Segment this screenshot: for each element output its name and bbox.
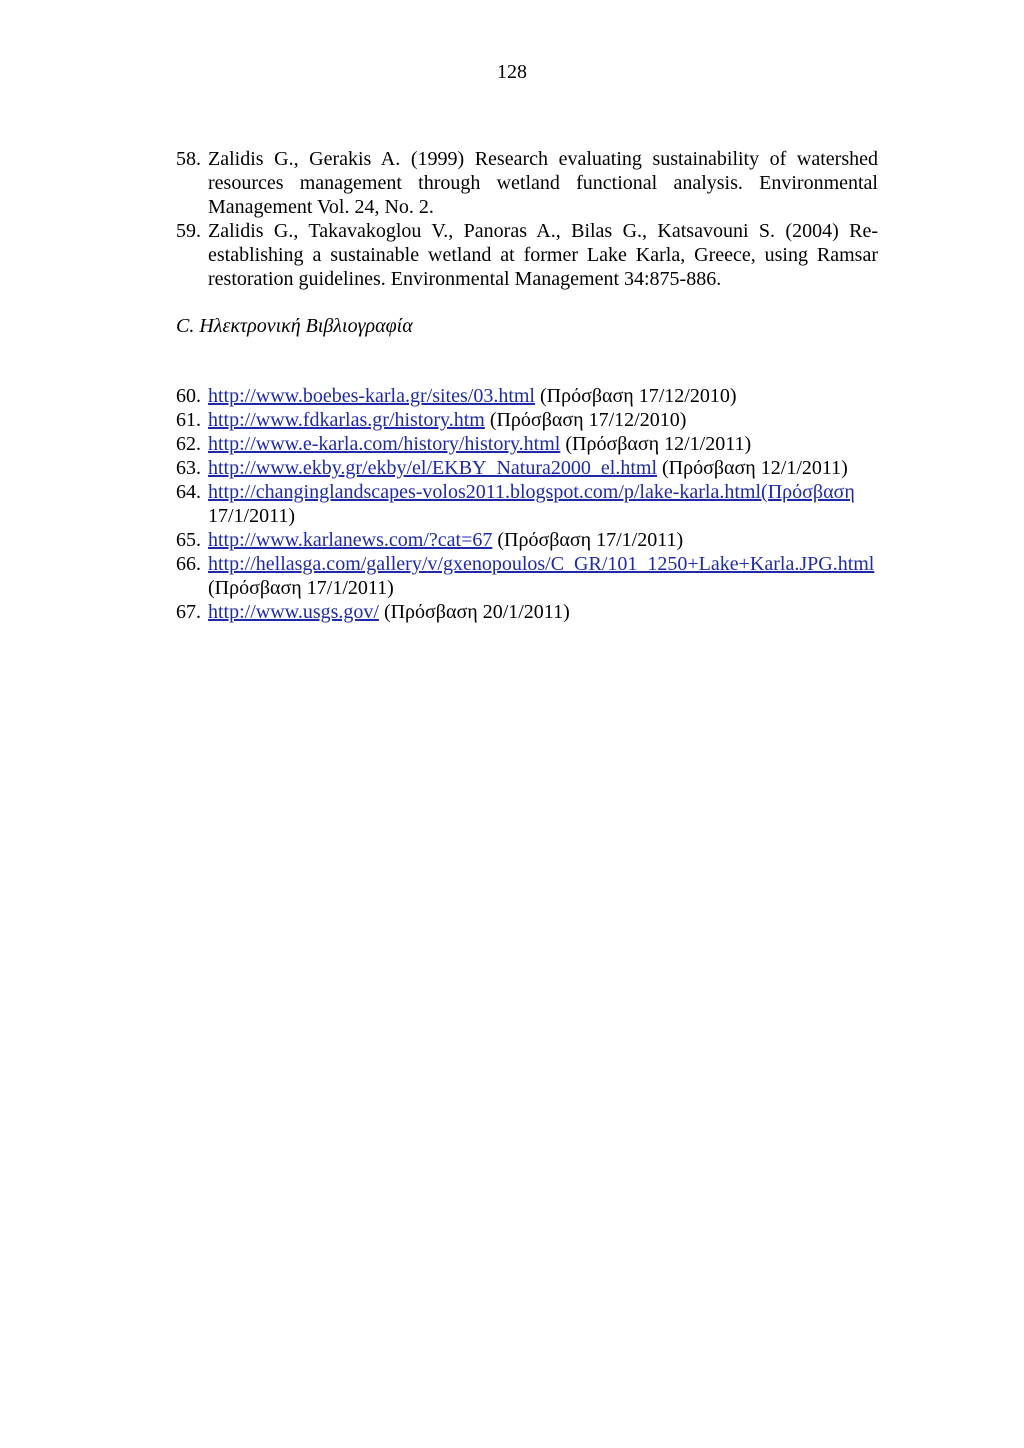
web-reference-item-65	[176, 528, 878, 552]
web-reference-item-67	[176, 600, 878, 624]
section-label: C.	[176, 315, 195, 337]
reference-link[interactable]: http://www.fdkarlas.gr/history.htm	[208, 409, 485, 431]
reference-text: Zalidis G., Takavakoglou V., Panoras A., Bilas G., Katsavouni S. (2004) Re-establishing a sustainable wetland at former Lake Karla, Greece, using Ramsar restoration guidelines. Environmental Management 34:875-886.	[208, 220, 878, 290]
reference-link[interactable]: http://www.ekby.gr/ekby/el/EKBY_Natura2000_el.html	[208, 457, 657, 479]
reference-number: 65.	[176, 529, 201, 551]
reference-number: 66.	[176, 553, 201, 575]
access-date: (Πρόσβαση 20/1/2011)	[378, 601, 570, 623]
page-number: 128	[497, 61, 527, 83]
access-date: 17/1/2011)	[208, 505, 296, 527]
section-title: Ηλεκτρονική Βιβλιογραφία	[199, 315, 413, 337]
access-date: (Πρόσβαση 17/1/2011)	[492, 529, 684, 551]
access-date: (Πρόσβαση 17/12/2010)	[534, 385, 737, 407]
access-date: (Πρόσβαση 17/12/2010)	[484, 409, 687, 431]
reference-number: 63.	[176, 457, 201, 479]
web-reference-item-66	[176, 552, 878, 600]
reference-list	[176, 147, 878, 291]
reference-number: 59.	[176, 220, 201, 242]
access-date: (Πρόσβαση 12/1/2011)	[560, 433, 752, 455]
web-reference-item-61	[176, 408, 878, 432]
reference-link[interactable]: http://www.usgs.gov/	[208, 601, 379, 623]
reference-number: 62.	[176, 433, 201, 455]
reference-link[interactable]: http://changinglandscapes-volos2011.blogspot.com/p/lake-karla.html(Πρόσβαση	[208, 481, 855, 503]
reference-text: Zalidis G., Gerakis A. (1999) Research evaluating sustainability of watershed resources management through wetland functional analysis. Environmental Management Vol. 24, No. 2.	[208, 148, 878, 218]
web-reference-list	[176, 384, 878, 624]
reference-number: 64.	[176, 481, 201, 503]
reference-link[interactable]: http://www.e-karla.com/history/history.html	[208, 433, 561, 455]
reference-number: 58.	[176, 148, 201, 170]
reference-number: 61.	[176, 409, 201, 431]
reference-item-59	[176, 219, 878, 291]
web-reference-item-62	[176, 432, 878, 456]
reference-number: 60.	[176, 385, 201, 407]
web-reference-item-60	[176, 384, 878, 408]
access-date: (Πρόσβαση 12/1/2011)	[657, 457, 848, 479]
reference-link[interactable]: http://hellasga.com/gallery/v/gxenopoulos/C_GR/101_1250+Lake+Karla.JPG.html	[208, 553, 875, 575]
reference-number: 67.	[176, 601, 201, 623]
section-heading	[176, 313, 878, 339]
reference-item-58	[176, 147, 878, 219]
reference-link[interactable]: http://www.boebes-karla.gr/sites/03.html	[208, 385, 535, 407]
web-reference-item-64	[176, 480, 878, 528]
access-date: (Πρόσβαση 17/1/2011)	[208, 577, 394, 599]
reference-link[interactable]: http://www.karlanews.com/?cat=67	[208, 529, 493, 551]
web-reference-item-63	[176, 456, 878, 480]
